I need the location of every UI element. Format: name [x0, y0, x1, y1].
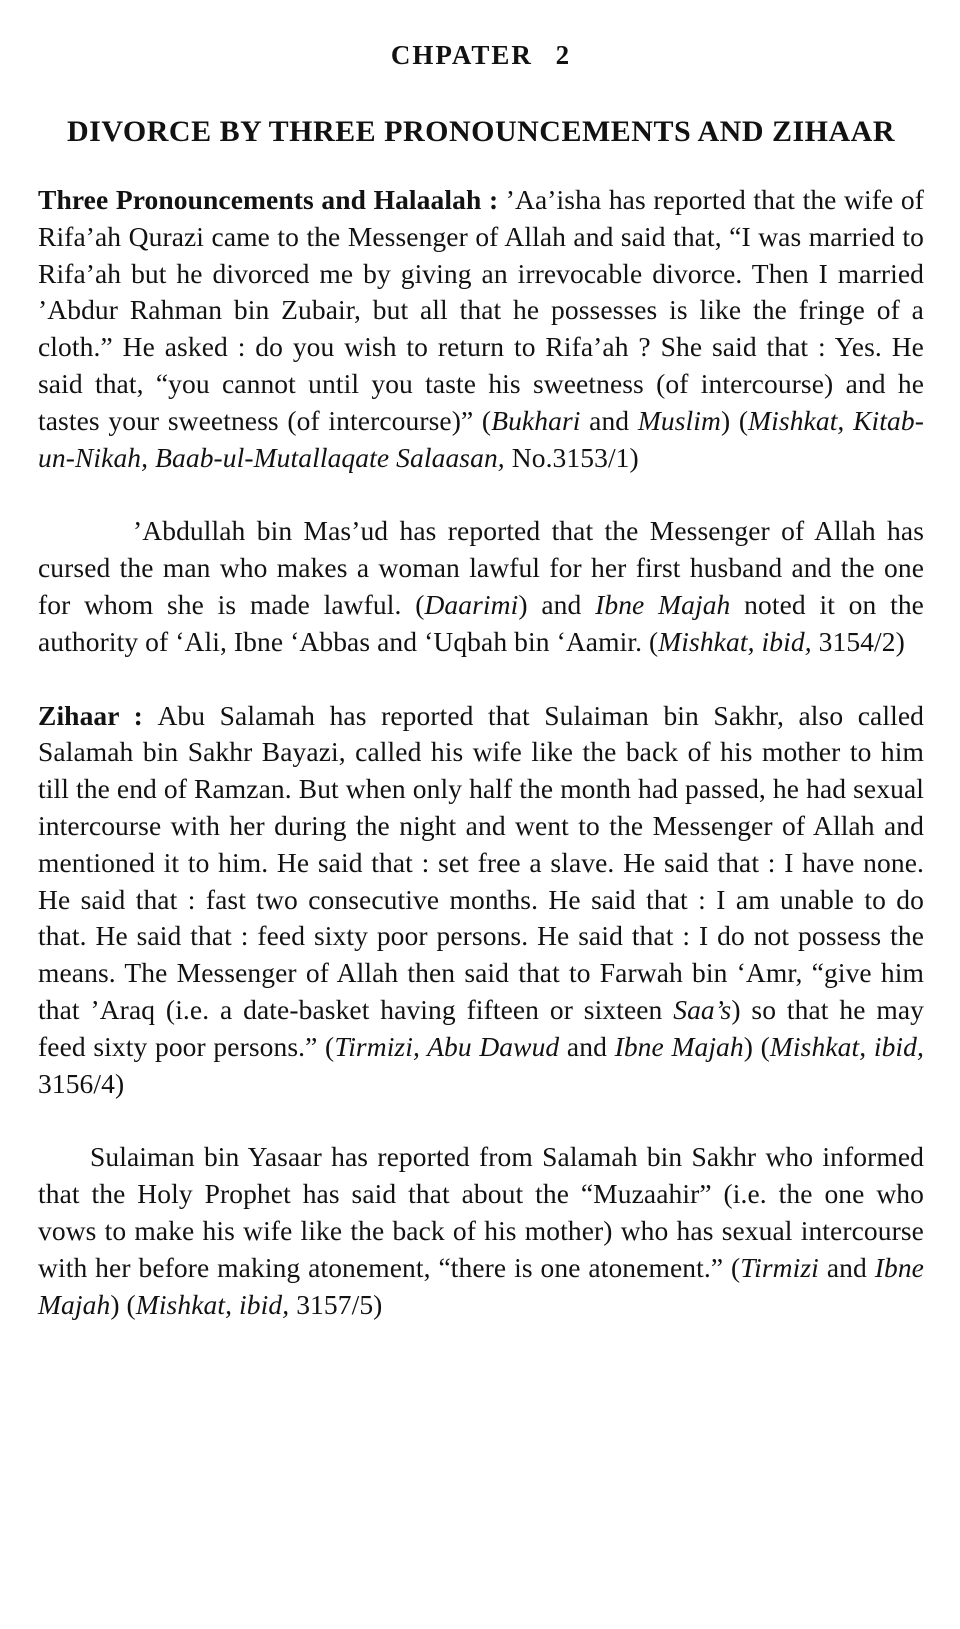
text-run: Three Pronouncements and Halaalah :: [38, 184, 506, 215]
text-run: noted it on the authority of ‘Ali, Ibne ‘Abbas and ‘Uqbah bin ‘Aamir. (: [38, 588, 924, 657]
text-run: Mishkat, ibid,: [769, 1030, 924, 1062]
text-run: No.3153/1): [504, 441, 639, 473]
text-run: Muslim: [637, 404, 721, 436]
page-heading: DIVORCE BY THREE PRONOUNCEMENTS AND ZIHAAR: [67, 115, 895, 148]
text-run: Abu Salamah has reported that Sulaiman bin Sakhr, also called Salamah bin Sakhr Bayazi, called his wife like the back of his mother to him till the end of Ramzan. But when only half the month had passed, he had sexual intercourse with her during the night and went to the Messenger of Allah and mentioned it to him. He said that : set free a slave. He said that : I have none. He said that : fast two consecutive months. He said that : I am unable to do that. He said that : feed sixty poor persons. He said that : I do not possess the means. The Messenger of Allah then said that to Farwah bin ‘Amr, “give him that ’Araq (i.e. a date-basket having fifteen or sixteen: [38, 699, 924, 1025]
text-run: Mishkat, ibid,: [658, 625, 812, 657]
text-run: and: [559, 1030, 615, 1062]
text-run: 3157/5): [289, 1288, 383, 1320]
text-run: ) (: [743, 1030, 770, 1062]
text-run: 3156/4): [38, 1067, 125, 1099]
text-run: Mishkat, Kitab-un-Nikah, Baab-ul-Mutallaqate Salaasan,: [38, 404, 924, 473]
text-run: ) (: [720, 404, 749, 436]
text-run: Bukhari: [491, 404, 581, 436]
text-run: Daarimi: [424, 588, 519, 620]
text-run: Ibne Majah: [595, 588, 731, 620]
text-run: Tirmizi, Abu Dawud: [334, 1030, 560, 1062]
text-run: Ibne Majah: [614, 1030, 744, 1062]
text-run: and: [818, 1251, 875, 1283]
text-run: Mishkat, ibid,: [135, 1288, 290, 1320]
text-run: Zihaar :: [38, 699, 158, 731]
chapter-label: CHPATER 2: [390, 40, 572, 70]
text-run: and: [580, 404, 638, 436]
text-run: 3154/2): [811, 625, 905, 657]
text-run: ’Abdullah bin Mas’ud has reported that the Messenger of Allah has cursed the man who makes a woman lawful for her first husband and the one for whom she is made lawful. (: [38, 515, 924, 620]
text-run: Ibne Majah: [38, 1251, 924, 1320]
text-run: Tirmizi: [740, 1251, 819, 1283]
text-run: ’Aa’isha has reported that the wife of Rifa’ah Qurazi came to the Messenger of Allah and said that, “I was married to Rifa’ah but he divorced me by giving an irrevocable divorce. Then I married ’Abdur Rahman bin Zubair, but all that he possesses is like the fringe of a cloth.” He asked : do you wish to return to Rifa’ah ? She said that : Yes. He said that, “you cannot until you taste his sweetness (of intercourse) and he tastes your sweetness (of intercourse)” (: [38, 184, 925, 436]
text-run: Saa’s: [673, 993, 732, 1025]
paragraph-three-pronouncements-and-halaalah: [38, 182, 924, 476]
text-run: Sulaiman bin Yasaar has reported from Salamah bin Sakhr who informed that the Holy Prophet has said that about the “Muzaahir” (i.e. the one who vows to make his wife like the back of his mother) who has sexual intercourse with her before making atonement, “there is one atonement.” (: [38, 1141, 924, 1283]
text-run: ) and: [518, 588, 596, 620]
paragraph-sulaiman-bin-yasaar-report: [38, 1139, 924, 1323]
paragraph-abdullah-bin-masud-report: [38, 513, 924, 660]
paragraph-zihaar: [38, 698, 924, 1103]
text-run: ) (: [110, 1288, 136, 1320]
text-run: ) so that he may feed sixty poor persons.” (: [38, 993, 924, 1062]
